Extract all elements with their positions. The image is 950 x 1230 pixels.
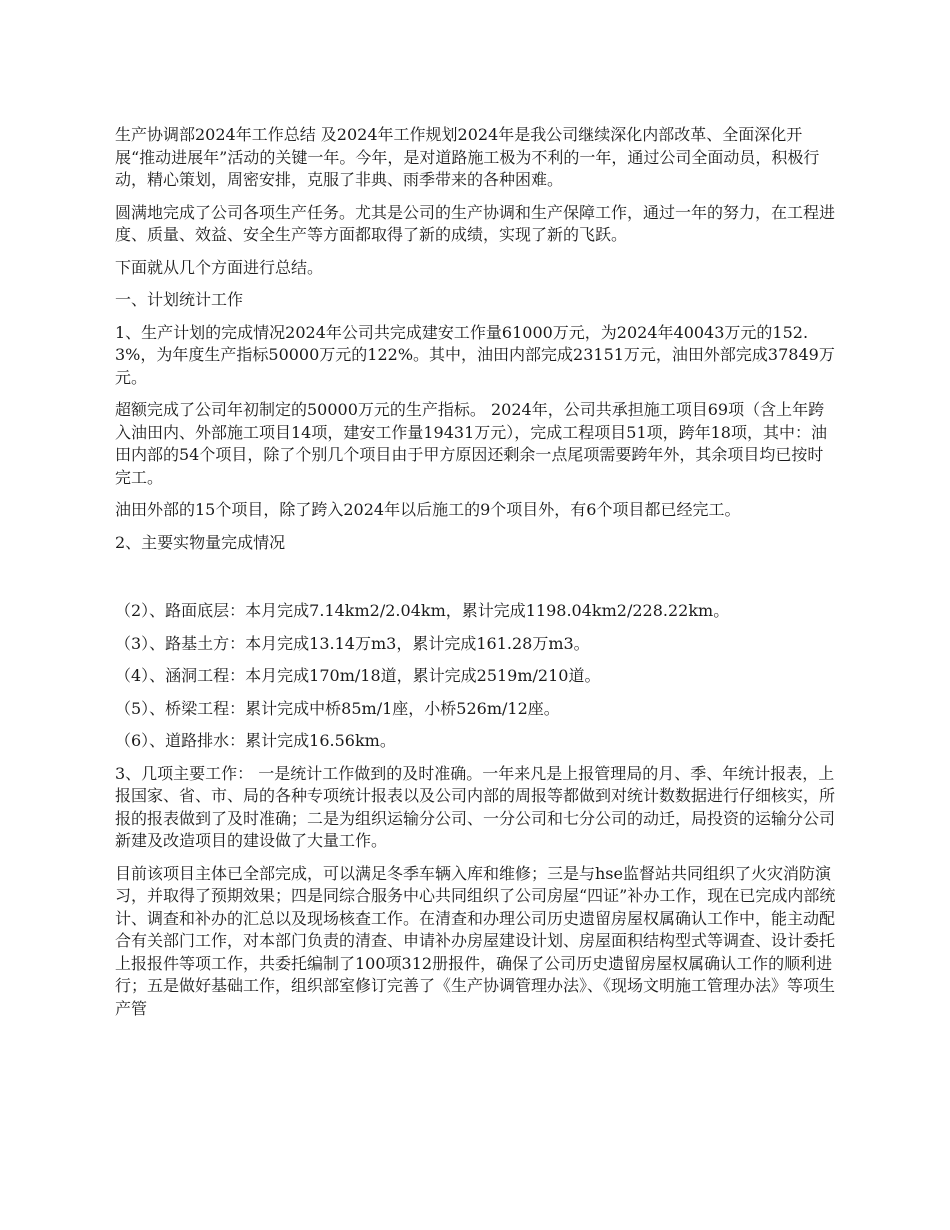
list-item-pavement-base: （2）、路面底层：本月完成7.14km2/2.04km，累计完成1198.04km2/228.22km。: [115, 601, 730, 620]
list-item-bridge: （5）、桥梁工程：累计完成中桥85m/1座，小桥526m/12座。: [115, 698, 560, 718]
list-item-drainage: （6）、道路排水：累计完成16.56km。: [115, 731, 396, 750]
paragraph-achievement: 圆满地完成了公司各项生产任务。尤其是公司的生产协调和生产保障工作，通过一年的努力，在工程进度、质量、效益、安全生产等方面都取得了新的成绩，实现了新的飞跃。: [115, 202, 836, 244]
paragraph-production-plan: 1、生产计划的完成情况2024年公司共完成建安工作量61000万元，为2024年40043万元的152.3%，为年度生产指标50000万元的122%。其中，油田内部完成23151万元，油田外部完成37849万元。: [115, 322, 835, 387]
paragraph-summary-lead: 下面就从几个方面进行总结。: [115, 257, 324, 277]
list-item-culvert: （4）、涵洞工程：本月完成170m/18道，累计完成2519m/210道。: [115, 666, 601, 685]
paragraph-external-projects: 油田外部的15个项目，除了跨入2024年以后施工的9个项目外，有6个项目都已经完工。: [115, 500, 741, 519]
paragraph-intro: 生产协调部2024年工作总结 及2024年工作规划2024年是我公司继续深化内部改革、全面深化开展“推动进展年”活动的关键一年。今年，是对道路施工极为不利的一年，通过公司全面动员，积极行动，精心策划，周密安排，克服了非典、雨季带来的各种困难。: [115, 125, 820, 189]
section-heading-quantities: 2、主要实物量完成情况: [115, 532, 286, 552]
document-page: [115, 124, 837, 1030]
blank-space: [115, 564, 837, 600]
paragraph-projects: 超额完成了公司年初制定的50000万元的生产指标。 2024年，公司共承担施工项目69项（含上年跨入油田内、外部施工项目14项，建安工作量19431万元），完成工程项目51项，跨年18项，其中：油田内部的54个项目，除了个别几个项目由于甲方原因还剩余一点尾项需要跨年外，其余项目均已按时完工。: [115, 400, 827, 487]
document-body-bottom: [115, 600, 837, 1020]
list-item-subgrade-earthwork: （3）、路基土方：本月完成13.14万m3，累计完成161.28万m3。: [115, 633, 590, 653]
document-body-top: [115, 124, 837, 554]
paragraph-main-work: 3、几项主要工作： 一是统计工作做到的及时准确。一年来凡是上报管理局的月、季、年统计报表，上报国家、省、市、局的各种专项统计报表以及公司内部的周报等都做到对统计数数据进行仔细核实，所报的报表做到了及时准确；二是为组织运输分公司、一分公司和七分公司的动迁，局投资的运输分公司新建及改造项目的建设做了大量工作。: [115, 763, 836, 850]
paragraph-current-status: 目前该项目主体已全部完成，可以满足冬季车辆入库和维修；三是与hse监督站共同组织了火灾消防演习，并取得了预期效果；四是同综合服务中心共同组织了公司房屋“四证”补办工作，现在已完成内部统计、调查和补办的汇总以及现场核查工作。在清查和办理公司历史遗留房屋权属确认工作中，能主动配合有关部门工作，对本部门负责的清查、申请补办房屋建设计划、房屋面积结构型式等调查、设计委托上报报件等项工作，共委托编制了100项312册报件，确保了公司历史遗留房屋权属确认工作的顺利进行；五是做好基础工作，组织部室修订完善了《生产协调管理办法》、《现场文明施工管理办法》等项生产管: [115, 863, 836, 1018]
section-heading-planning: 一、计划统计工作: [115, 290, 244, 309]
